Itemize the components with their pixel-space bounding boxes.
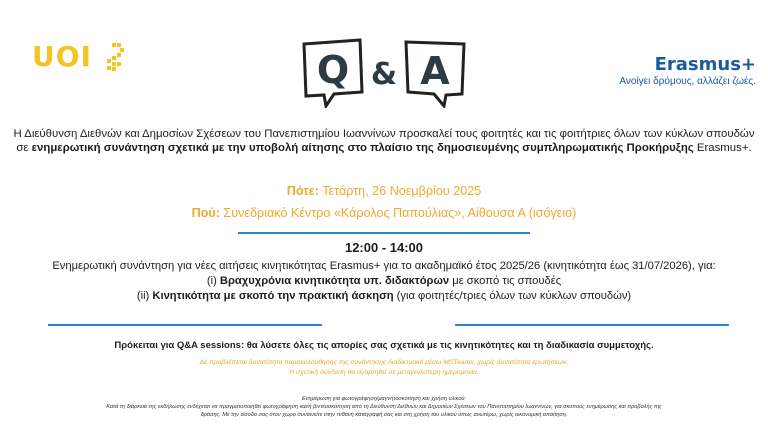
event-location	[0, 206, 768, 220]
svg-text:A: A	[420, 49, 450, 93]
when-value: Τετάρτη, 26 Νοεμβρίου 2025	[318, 184, 482, 198]
erasmus-logo	[619, 54, 756, 87]
qa-logo	[300, 38, 468, 108]
program-item-1: (i) Βραχυχρόνια κινητικότητα υπ. διδακτόρων με σκοπό τις σπουδές	[206, 275, 562, 287]
divider-right	[455, 324, 729, 326]
uoi-logo-text: UOI	[32, 40, 92, 73]
divider-left	[48, 324, 322, 326]
event-time: 12:00 - 14:00	[344, 240, 424, 255]
divider-top	[238, 232, 530, 234]
online-note: Δε προβλέπεται δυνατότητα παρακολούθησης της συνάντησης διαδικτυακά μέσω MSTeams, χωρίς δυνατότητα ερωτήσεων. Η σχετική σύνδεση θα αναρτηθεί σε μεταγενέστερη ημερομηνία.	[199, 359, 569, 376]
program-description	[6, 259, 762, 304]
qa-amp: &	[370, 57, 398, 92]
program-line1: Ενημερωτική συνάντηση για νέες αιτήσεις κινητικότητας Erasmus+ για το ακαδημαϊκό έτος 2025/26 (κινητικότητα έως 31/07/2026), για:	[52, 260, 716, 272]
uoi-logo	[32, 40, 126, 73]
intro-paragraph: Η Διεύθυνση Διεθνών και Δημοσίων Σχέσεων του Πανεπιστημίου Ιωαννίνων προσκαλεί τους φοιτητές και τις φοιτήτριες όλων των κύκλων σπουδών σε ενημερωτική συνάντηση σχετικά με την υποβολή αίτησης στο πλαίσιο της δημοσιευμένης συμπληρωματικής Προκήρυξης Erasmus+.	[13, 128, 755, 154]
speech-bubble-q-icon	[304, 40, 362, 106]
program-item-2: (ii) Κινητικότητα με σκοπό την πρακτική άσκηση (για φοιτητές/τριες όλων των κύκλων σπουδών)	[136, 290, 632, 302]
uoi-dots-icon	[104, 42, 126, 72]
where-value: Συνεδριακό Κέντρο «Κάρολος Παπούλιας», Αίθουσα Α (ισόγειο)	[219, 206, 577, 220]
erasmus-tagline: Ανοίγει δρόμους, αλλάζει ζωές.	[619, 76, 756, 87]
speech-bubble-a-icon	[406, 42, 464, 106]
when-label: Πότε:	[286, 184, 319, 198]
where-label: Πού:	[191, 206, 220, 220]
erasmus-brand: Erasmus+	[654, 54, 756, 75]
intro-bold: ενημερωτική συνάντηση σχετικά με την υποβολή αίτησης στο πλαίσιο της δημοσιευμένης συμπληρωματικής Προκήρυξης	[31, 142, 694, 154]
svg-text:Q: Q	[316, 48, 350, 92]
event-date	[0, 184, 768, 198]
photography-notice: Ενημέρωση για φωτογράφηση/μαγνητοσκόπηση και χρήση υλικού: Κατά τη διάρκεια της εκδήλωσης ενδέχεται να πραγματοποιηθεί φωτογράφηση και/ή βιντεοσκόπηση από τη Διεύθυνση Διεθνών και Δημοσίων Σχέσεων του Πανεπιστημίου Ιωαννίνων, για σκοπούς ενημέρωσης και προβολής της δράσης. Με την είσοδό σας στον χώρο συναινείτε στην πιθανή καταγραφή σας και στη χρήση του υλικού όπως ανωτέρω, χωρίς οικονομική απαίτηση.	[106, 396, 662, 418]
qa-session-note: Πρόκειται για Q&A sessions: θα λύσετε όλες τις απορίες σας σχετικά με τις κινητικότητες και τη διαδικασία συμμετοχής.	[114, 340, 654, 351]
